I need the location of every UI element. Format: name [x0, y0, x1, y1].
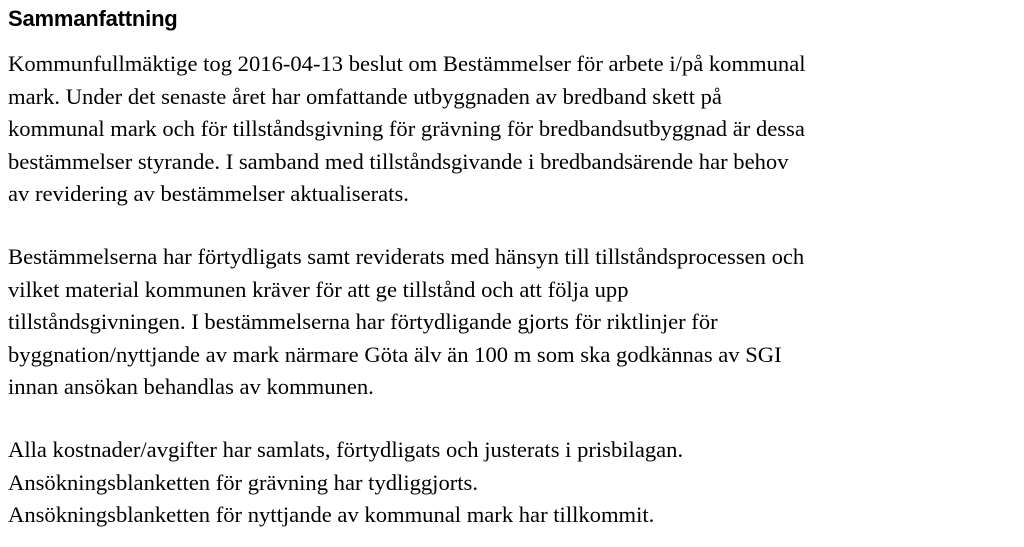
paragraph-line: tillståndsgivningen. I bestämmelserna har förtydligande gjorts för riktlinjer för [8, 309, 718, 335]
paragraph-line: av revidering av bestämmelser aktualiserats. [8, 181, 409, 207]
paragraph-line: kommunal mark och för tillståndsgivning för grävning för bredbandsutbyggnad är dessa [8, 116, 805, 142]
paragraph-line: Kommunfullmäktige tog 2016-04-13 beslut om Bestämmelser för arbete i/på kommunal [8, 51, 806, 76]
paragraph-line: vilket material kommunen kräver för att ge tillstånd och att följa upp [8, 276, 629, 302]
paragraph-line: innan ansökan behandlas av kommunen. [8, 374, 374, 400]
paragraph-decision [8, 48, 1022, 211]
paragraph-revisions [8, 241, 1022, 404]
paragraph-line: Ansökningsblanketten för nyttjande av kommunal mark har tillkommit. [8, 502, 655, 528]
paragraph-line: bestämmelser styrande. I samband med tillståndsgivande i bredbandsärende har behov [8, 148, 789, 174]
section-heading: Sammanfattning [8, 6, 178, 31]
paragraph-changes-list [8, 434, 1022, 532]
paragraph-line: byggnation/nyttjande av mark närmare Göta älv än 100 m som ska godkännas av SGI [8, 341, 782, 367]
paragraph-line: Ansökningsblanketten för grävning har tydliggjorts. [8, 469, 479, 495]
paragraph-line: Bestämmelserna har förtydligats samt reviderats med hänsyn till tillståndsprocessen och [8, 243, 805, 269]
paragraph-line: Alla kostnader/avgifter har samlats, förtydligats och justerats i prisbilagan. [8, 436, 684, 462]
document-page [8, 0, 1022, 532]
paragraph-line: mark. Under det senaste året har omfattande utbyggnaden av bredband skett på [8, 83, 722, 109]
